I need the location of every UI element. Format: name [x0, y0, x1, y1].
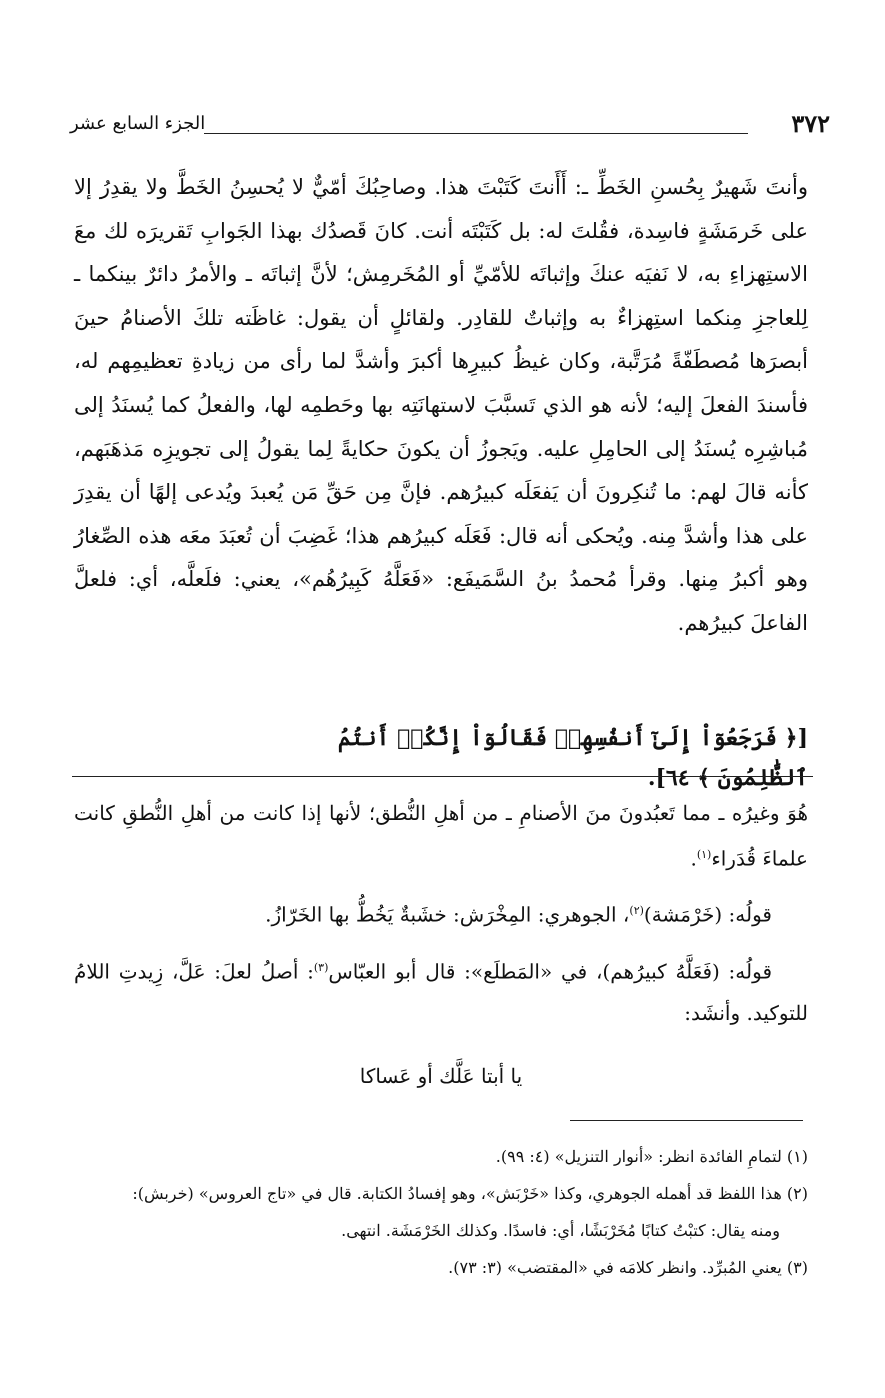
footnote-1: (١) لتمامِ الفائدة انظر: «أنوار التنزيل» (٤: ٩٩).: [495, 1147, 808, 1166]
footnote-ref-3[interactable]: (٣): [313, 961, 329, 975]
footnotes: [74, 1138, 808, 1286]
commentary-paragraph-1: هُوَ وغيرُه ـ مما تَعبُدونَ منَ الأصنامِ ـ من أهلِ النُّطق؛ لأنها إذا كانت من أهلِ النُّطقِ كانت علماءَ قُدَراء$^{(١)}$.: [74, 801, 808, 871]
footnote-ref-1[interactable]: (١): [696, 848, 712, 861]
commentary-paragraph-3: قولُه: (فَعَلَّهُ كبيرُهم)، في «المَطلَع»: قال أبو العبّاس$^{(٣)}$: أصلُ لعلَ: عَلَّ، زِيدتِ اللامُ للتوكيد. وأنشَد:: [74, 959, 808, 1025]
quran-verse: [﴿ فَرَجَعُوٓاْ إِلَىٰٓ أَنفُسِهِمۡ فَقَالُوٓاْ إِنَّكُمۡ أَنتُمُ ٱلظَّٰلِمُونَ ﴾ ٦٤].: [337, 725, 808, 791]
running-header: [70, 104, 830, 144]
page-number: ٣٧٢: [791, 109, 830, 138]
main-text: [74, 166, 808, 646]
footnote-ref-2[interactable]: (٢): [629, 903, 644, 917]
section-divider: [72, 776, 813, 777]
footnote-2: (٢) هذا اللفظ قد أهمله الجوهري، وكذا «خَرْبَش»، وهو إفسادُ الكتابة. قال في «تاج العروس» (خربش):: [132, 1184, 808, 1203]
poetry-verse: يا أبتا عَلَّك أو عَساكا: [359, 1063, 523, 1088]
header-rule: [204, 133, 748, 134]
footnote-2-continued: ومنه يقال: كتبْتُ كتابًا مُخَرْبَشًا، أي: فاسدًا. وكذلك الخَرْمَشَة. انتهى.: [341, 1221, 780, 1240]
main-paragraph: وأنتَ شَهيرٌ بِحُسنِ الخَطِّ ـ: أَأَنتَ كَتَبْتَ هذا. وصاحِبُكَ أمّيٌّ لا يُحسِنُ الخَطَّ ولا يقدِرُ إلا على خَرمَشَةٍ فاسِدة، فقُلتَ له: بل كَتَبْتَه أنت. كانَ قَصدُك بهذا الجَوابِ تَقريرَه لك معَ الاستِهزاءِ به، لا نَفيَه عنكَ وإثباتَه للأمّيِّ أو المُخَرمِش؛ لأنَّ إثباتَه ـ والأمرُ دائرٌ بينكما ـ لِلعاجزِ مِنكما استِهزاءٌ به وإثباتٌ للقادِر. ولقائلٍ أن يقول: غاظَته تلكَ الأصنامُ حينَ أبصرَها مُصطَفّةً مُرَتَّبة، وكان غيظُ كبيرِها أكبرَ وأشدَّ لما رأى من زيادةِ تعظيمِهم له، فأسندَ الفعلَ إليه؛ لأنه هو الذي تَسبَّبَ لاستهانَتِه بها وحَطمِه لها، والفعلُ كما يُسنَدُ إلى مُباشِرِه يُسنَدُ إلى الحامِلِ عليه. ويَجوزُ أن يكونَ حكايةً لِما يقولُ إلى تجويزِه مَذهَبَهم، كأنه قالَ لهم: ما تُنكِرونَ أن يَفعَلَه كبيرُهم. فإنَّ مِن حَقِّ مَن يُعبدَ ويُدعى إلهًا أن يقدِرَ على هذا وأشدَّ مِنه. ويُحكى أنه قال: فَعَلَه كبيرُهم هذا؛ غَضِبَ أن تُعبَدَ معَه هذه الصِّغارُ وهو أكبرُ مِنها. وقرأ مُحمدُ بنُ السَّمَيفَع: «فَعَلَّهُ كَبِيرُهُم»، يعني: فلَعلَّه، أي: فلعلَّ الفاعلَ كبيرُهم.: [74, 175, 808, 635]
footnote-rule: [570, 1120, 803, 1121]
running-title: الجزء السابع عشر: [70, 113, 206, 134]
footnote-3: (٣) يعني المُبرِّد. وانظر كلامَه في «المقتضب» (٣: ٧٣).: [448, 1258, 808, 1277]
commentary-paragraph-2: قولُه: (خَرْمَشة)$^{(٢)}$، الجوهري: المِخْرَش: خشَبةٌ يَخُطُّ بها الخَرّازُ.: [265, 902, 772, 927]
commentary: [74, 793, 808, 1097]
